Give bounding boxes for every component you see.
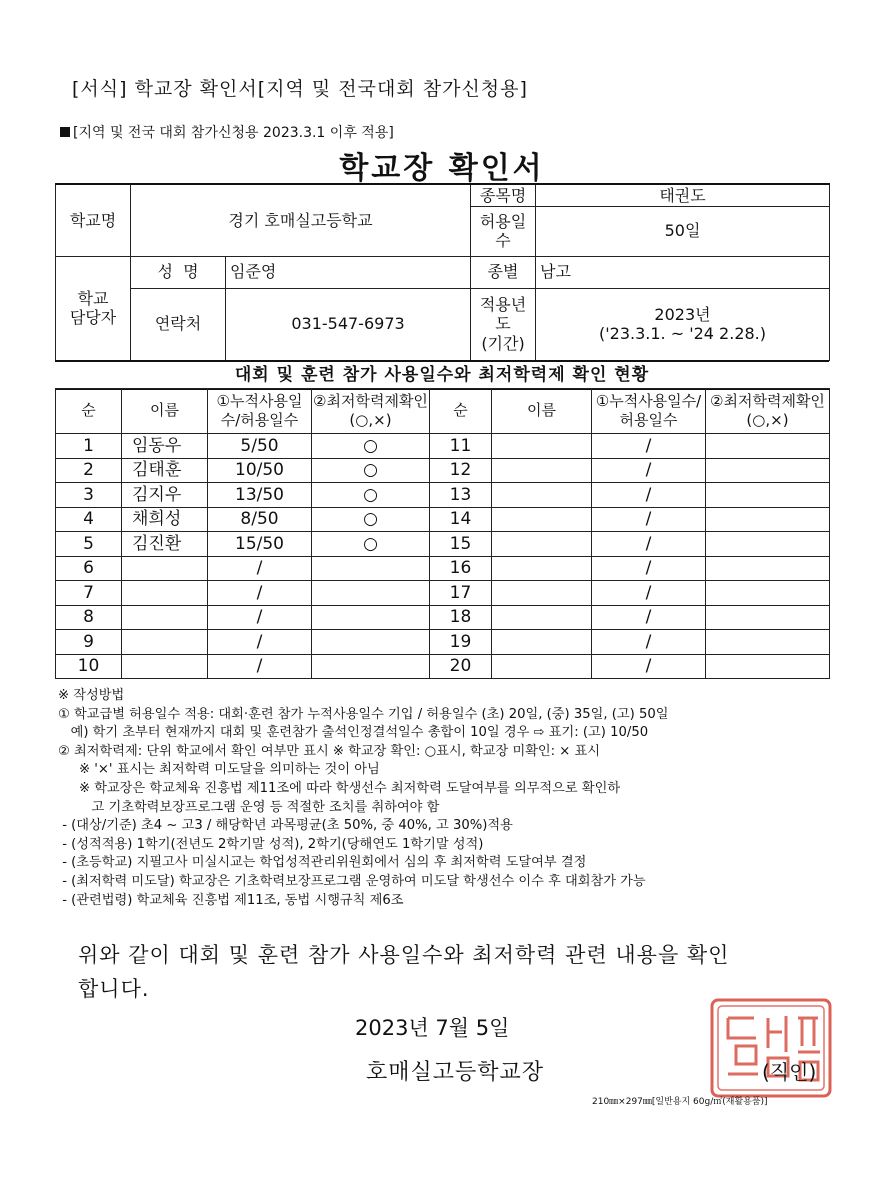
row-no: 13: [430, 483, 492, 508]
row-no: 20: [430, 654, 492, 679]
row-name: [492, 556, 592, 581]
form-label: [서식] 학교장 확인서[지역 및 전국대회 참가신청용]: [72, 78, 528, 100]
row-name: [492, 458, 592, 483]
row-days: 15/50: [208, 532, 312, 557]
row-name: [492, 507, 592, 532]
row-name: [122, 654, 208, 679]
row-name: [492, 605, 592, 630]
row-academic-check: [312, 581, 430, 606]
table-row: [56, 483, 830, 508]
row-no: 6: [56, 556, 122, 581]
row-name: 임동우: [122, 434, 208, 459]
row-academic-check: [312, 654, 430, 679]
row-name: [122, 556, 208, 581]
status-title: 대회 및 훈련 참가 사용일수와 최저학력제 확인 현황: [55, 360, 829, 390]
row-name: [122, 581, 208, 606]
header-days: ①누적사용일수/허용일수: [592, 389, 706, 434]
row-academic-check: [312, 556, 430, 581]
row-no: 2: [56, 458, 122, 483]
row-no: 5: [56, 532, 122, 557]
writing-notes: [58, 687, 669, 910]
row-name: [122, 630, 208, 655]
row-days: /: [592, 458, 706, 483]
row-academic-check: ○: [312, 434, 430, 459]
school-value: 경기 호매실고등학교: [131, 184, 471, 256]
row-academic-check: [706, 458, 830, 483]
note-line: - (초등학교) 지필고사 미실시교는 학업성적관리위원회에서 심의 후 최저학력 도달여부 결정: [58, 855, 587, 871]
row-days: /: [592, 483, 706, 508]
row-no: 16: [430, 556, 492, 581]
row-no: 4: [56, 507, 122, 532]
row-days: 5/50: [208, 434, 312, 459]
row-name: [492, 434, 592, 459]
row-days: /: [592, 434, 706, 459]
row-days: /: [592, 507, 706, 532]
row-name: [492, 532, 592, 557]
table-row: [56, 532, 830, 557]
row-no: 17: [430, 581, 492, 606]
row-no: 11: [430, 434, 492, 459]
table-row: [56, 630, 830, 655]
row-academic-check: [706, 507, 830, 532]
contact-value: 031-547-6973: [226, 288, 471, 360]
row-academic-check: [706, 605, 830, 630]
row-academic-check: ○: [312, 483, 430, 508]
table-row: [56, 581, 830, 606]
row-name: 김지우: [122, 483, 208, 508]
header-academic: ②최저학력제확인(○,×): [312, 389, 430, 434]
square-bullet-icon: [60, 127, 70, 137]
row-academic-check: [706, 434, 830, 459]
info-table: [55, 183, 830, 361]
allowed-days-label: 허용일수: [471, 206, 536, 256]
gender-label: 종별: [471, 256, 536, 288]
note-line: 고 기초학력보장프로그램 운영 등 적절한 조치를 취하여야 함: [58, 799, 440, 815]
document-title: 학교장 확인서: [339, 151, 545, 186]
note-line: 예) 학기 초부터 현재까지 대회 및 훈련참가 출석인정결석일수 총합이 10일 경우 ⇨ 표기: (고) 10/50: [58, 725, 649, 741]
row-academic-check: ○: [312, 532, 430, 557]
row-days: /: [592, 532, 706, 557]
table-row: [56, 458, 830, 483]
table-row: [56, 434, 830, 459]
gender-value: 남고: [536, 256, 830, 288]
note-line: ① 학교급별 허용일수 적용: 대회·훈련 참가 누적사용일수 기입 / 허용일수 (초) 20일, (중) 35일, (고) 50일: [58, 706, 669, 722]
table-row: [56, 654, 830, 679]
row-days: /: [208, 556, 312, 581]
table-row: [56, 556, 830, 581]
row-no: 1: [56, 434, 122, 459]
records-table: [55, 388, 830, 679]
row-name: [492, 581, 592, 606]
confirm-line: 위와 같이 대회 및 훈련 참가 사용일수와 최저학력 관련 내용을 확인: [78, 943, 730, 967]
row-days: /: [592, 556, 706, 581]
name-value: 임준영: [226, 256, 471, 288]
row-name: [122, 605, 208, 630]
confirm-line: 합니다.: [78, 977, 150, 1001]
header-name: 이름: [492, 389, 592, 434]
year-period: ('23.3.1. ~ '24 2.28.): [599, 324, 767, 343]
row-days: /: [592, 581, 706, 606]
note-line: ※ 작성방법: [58, 688, 125, 703]
row-days: /: [208, 581, 312, 606]
row-name: 김태훈: [122, 458, 208, 483]
row-name: [492, 483, 592, 508]
school-label: 학교명: [56, 184, 131, 256]
header-no: 순: [56, 389, 122, 434]
year-cell: [536, 288, 830, 360]
seal-label: (직인): [762, 1060, 817, 1084]
sport-value: 태권도: [536, 184, 830, 206]
confirm-statement: [78, 938, 729, 1006]
table-row: [56, 507, 830, 532]
name-label: 성 명: [131, 256, 226, 288]
paper-spec: 210㎜×297㎜[일반용지 60g/㎡(재활용품)]: [592, 1097, 768, 1107]
row-no: 14: [430, 507, 492, 532]
row-academic-check: [706, 556, 830, 581]
row-no: 15: [430, 532, 492, 557]
row-days: /: [592, 605, 706, 630]
row-no: 12: [430, 458, 492, 483]
note-line: ※ 학교장은 학교체육 진흥법 제11조에 따라 학생선수 최저학력 도달여부를 의무적으로 확인하: [58, 780, 621, 796]
row-name: 김진환: [122, 532, 208, 557]
row-no: 10: [56, 654, 122, 679]
row-academic-check: [706, 483, 830, 508]
manager-label: 학교 담당자: [56, 256, 131, 360]
row-academic-check: [706, 630, 830, 655]
header-days: ①누적사용일수/허용일수: [208, 389, 312, 434]
row-days: /: [208, 654, 312, 679]
row-name: 채희성: [122, 507, 208, 532]
note-line: ② 최저학력제: 단위 학교에서 확인 여부만 표시 ※ 학교장 확인: ○표시, 학교장 미확인: × 표시: [58, 743, 601, 759]
row-days: /: [592, 630, 706, 655]
row-academic-check: ○: [312, 507, 430, 532]
row-no: 7: [56, 581, 122, 606]
row-name: [492, 654, 592, 679]
row-academic-check: [706, 532, 830, 557]
row-no: 18: [430, 605, 492, 630]
allowed-days-value: 50일: [536, 206, 830, 256]
header-name: 이름: [122, 389, 208, 434]
row-days: /: [592, 654, 706, 679]
table-row: [56, 605, 830, 630]
note-line: - (성적적용) 1학기(전년도 2학기말 성적), 2학기(당해연도 1학기말 성적): [58, 836, 484, 852]
row-academic-check: [706, 654, 830, 679]
row-days: 10/50: [208, 458, 312, 483]
row-days: /: [208, 630, 312, 655]
applies-note-text: [지역 및 전국 대회 참가신청용 2023.3.1 이후 적용]: [73, 125, 394, 141]
header-academic: ②최저학력제확인(○,×): [706, 389, 830, 434]
row-no: 3: [56, 483, 122, 508]
note-line: - (대상/기준) 초4 ~ 고3 / 해당학년 과목평균(초 50%, 중 40%, 고 30%)적용: [58, 818, 513, 834]
sport-label: 종목명: [471, 184, 536, 206]
header-no: 순: [430, 389, 492, 434]
row-days: /: [208, 605, 312, 630]
row-days: 13/50: [208, 483, 312, 508]
row-academic-check: [312, 605, 430, 630]
row-academic-check: [312, 630, 430, 655]
row-days: 8/50: [208, 507, 312, 532]
row-academic-check: ○: [312, 458, 430, 483]
row-no: 8: [56, 605, 122, 630]
row-no: 9: [56, 630, 122, 655]
row-name: [492, 630, 592, 655]
year-label: 적용년도 (기간): [471, 288, 536, 360]
year-value: 2023년: [654, 304, 711, 324]
note-line: - (최저학력 미도달) 학교장은 기초학력보장프로그램 운영하여 미도달 학생선수 이수 후 대회참가 가능: [58, 873, 646, 889]
contact-label: 연락처: [131, 288, 226, 360]
row-no: 19: [430, 630, 492, 655]
note-line: - (관련법령) 학교체육 진흥법 제11조, 동법 시행규칙 제6조: [58, 892, 404, 908]
applies-note: [60, 122, 394, 142]
issue-date: 2023년 7월 5일: [355, 1016, 510, 1040]
row-academic-check: [706, 581, 830, 606]
principal-name: 호매실고등학교장: [366, 1060, 545, 1085]
note-line: ※ '×' 표시는 최저학력 미도달을 의미하는 것이 아님: [58, 762, 380, 778]
